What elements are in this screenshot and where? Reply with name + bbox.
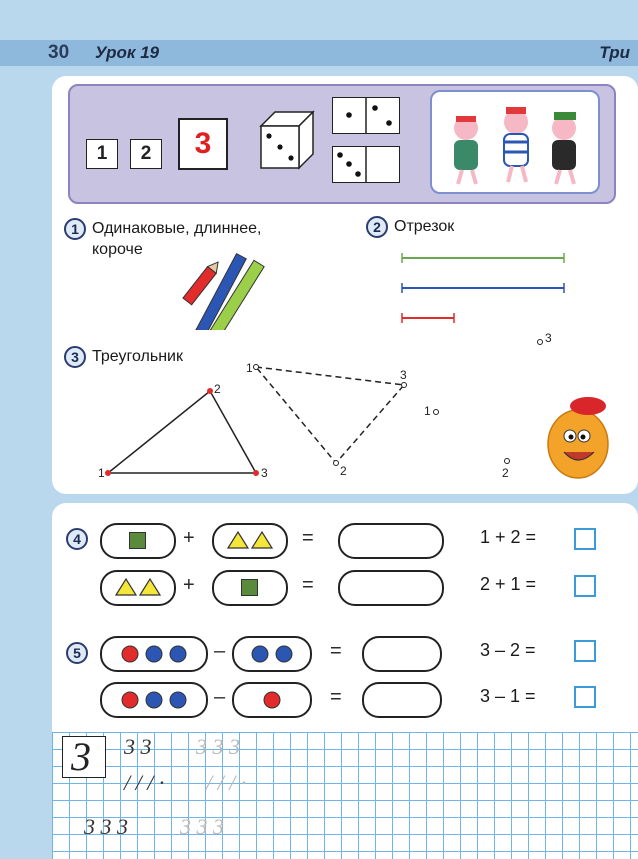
triangles-figure — [90, 355, 560, 485]
answer-box[interactable] — [574, 575, 596, 597]
answer-pill[interactable] — [362, 636, 442, 672]
exercise-number: 1 — [64, 218, 86, 240]
pill-three-circles — [100, 682, 208, 718]
copy-row-1: 3 3 — [124, 734, 152, 759]
answer-pill[interactable] — [338, 523, 444, 559]
exercise-5-number: 5 — [66, 642, 88, 664]
answer-pill[interactable] — [338, 570, 444, 606]
answer-pill[interactable] — [362, 682, 442, 718]
number-card-2: 2 — [130, 139, 162, 169]
exercise-number: 3 — [64, 346, 86, 368]
copy-row-2-trace: / / / · — [206, 770, 247, 795]
equals-sign: = — [302, 574, 314, 596]
square-shape — [241, 579, 258, 596]
vertex-label-2: 2 — [340, 464, 347, 478]
equation-1: 1 + 2 = — [480, 527, 537, 547]
page-number: 30 — [48, 42, 70, 63]
square-shape — [129, 532, 146, 549]
pill-square — [212, 570, 288, 606]
three-pigs-picture — [430, 90, 600, 194]
equals-sign: = — [330, 686, 342, 708]
page-header — [0, 40, 638, 66]
equals-sign: = — [330, 640, 342, 662]
pill-square — [100, 523, 176, 559]
plus-sign: + — [183, 574, 195, 596]
answer-box[interactable] — [574, 686, 596, 708]
number-card-3: 3 — [178, 118, 228, 170]
equation-3: 3 – 2 = — [480, 640, 536, 660]
pill-two-circles — [232, 636, 312, 672]
vertex-label-1: 1 — [424, 404, 431, 418]
exercise-title: Одинаковые, длиннее, короче — [92, 220, 262, 258]
domino-1-2 — [332, 97, 400, 134]
exercise-4-number: 4 — [66, 528, 88, 550]
pill-one-circle — [232, 682, 312, 718]
domino-3-0 — [332, 146, 400, 183]
vertex-label-2: 2 — [214, 382, 221, 396]
answer-box[interactable] — [574, 528, 596, 550]
copy-row-1-trace: 3 3 3 — [196, 734, 240, 759]
exercise-2 — [366, 216, 454, 238]
vertex-label-3: 3 — [545, 331, 552, 345]
copy-row-3-trace: 3 3 3 — [180, 814, 224, 839]
copy-row-3: 3 3 3 — [84, 814, 128, 839]
vertex-label-3: 3 — [400, 368, 407, 382]
vertex-label-2: 2 — [502, 466, 509, 480]
copy-row-2: / / / · — [124, 770, 165, 795]
vertex-label-1: 1 — [246, 361, 253, 375]
pill-three-circles — [100, 636, 208, 672]
pill-two-triangles — [212, 523, 288, 559]
point-3-figure — [536, 330, 560, 350]
exercise-title: Треугольник — [92, 348, 183, 365]
vertex-label-3: 3 — [261, 466, 268, 480]
equals-sign: = — [302, 527, 314, 549]
pencils-picture — [180, 246, 280, 330]
exercise-number: 2 — [366, 216, 388, 238]
vertex-label-1: 1 — [98, 466, 105, 480]
plus-sign: + — [183, 527, 195, 549]
dice-icon — [255, 106, 317, 172]
equation-2: 2 + 1 = — [480, 574, 537, 594]
minus-sign: – — [214, 640, 226, 662]
number-card-1: 1 — [86, 139, 118, 169]
exercise-title: Отрезок — [394, 218, 455, 235]
answer-box[interactable] — [574, 640, 596, 662]
potato-character — [540, 392, 620, 484]
equation-4: 3 – 1 = — [480, 686, 536, 706]
minus-sign: – — [214, 686, 226, 708]
topic-title: Три — [599, 43, 630, 62]
digit-sample: 3 — [71, 734, 91, 779]
digit-sample-box — [62, 736, 106, 778]
lesson-title: Урок 19 — [95, 43, 160, 62]
pill-two-triangles — [100, 570, 176, 606]
